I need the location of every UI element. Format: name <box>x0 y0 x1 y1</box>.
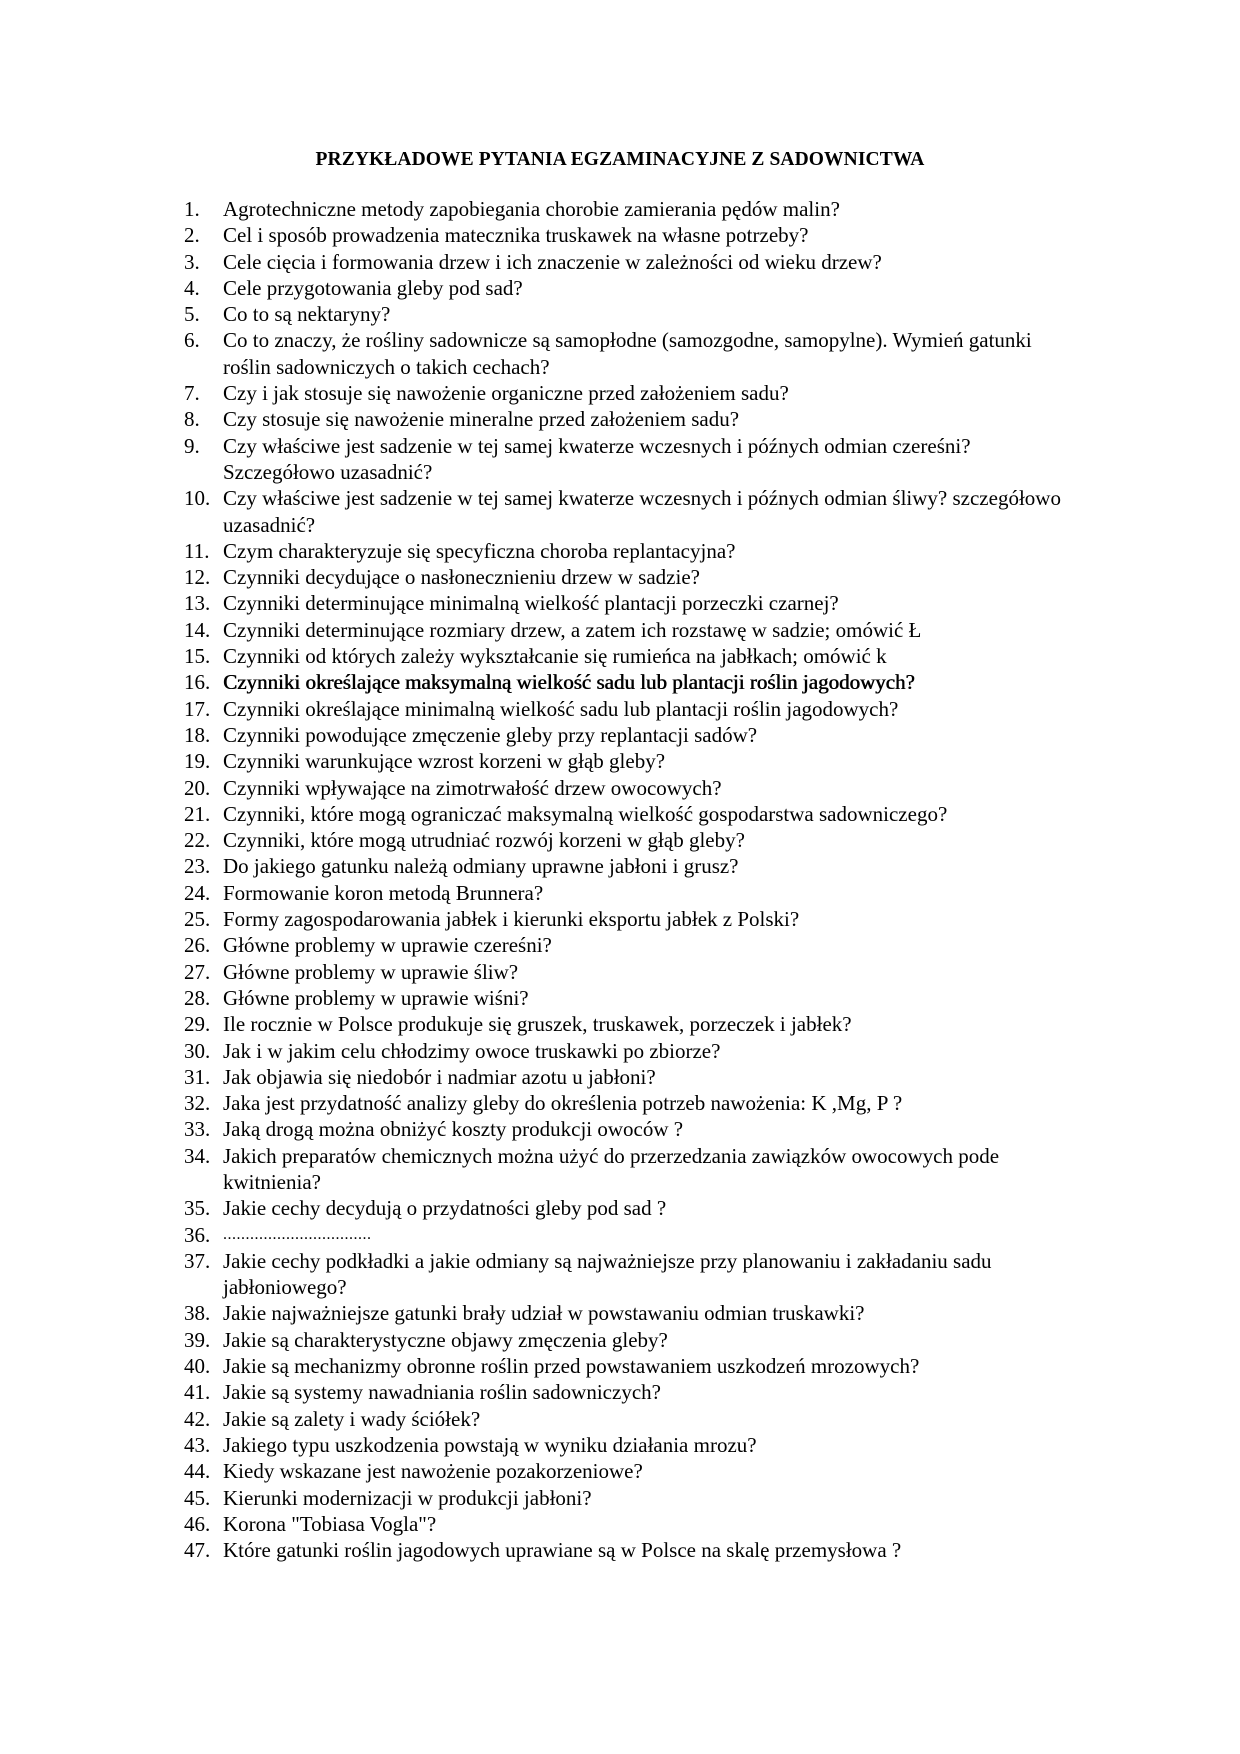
question-number: 16. <box>184 670 211 695</box>
question-text: Główne problemy w uprawie czereśni? <box>223 933 552 958</box>
question-text: ................................. <box>223 1225 372 1243</box>
question-number: 44. <box>184 1459 211 1484</box>
question-item <box>184 1143 1084 1196</box>
question-number: 22. <box>184 828 211 853</box>
question-item <box>184 696 1084 722</box>
question-text: Czynniki determinujące minimalną wielkość plantacji porzeczki czarnej? <box>223 591 839 616</box>
question-text: Czynniki warunkujące wzrost korzeni w głąb gleby? <box>223 749 666 774</box>
question-text: Jakie są mechanizmy obronne roślin przed powstawaniem uszkodzeń mrozowych? <box>223 1354 920 1379</box>
question-text: Czynniki wpływające na zimotrwałość drzew owocowych? <box>223 775 722 800</box>
question-item <box>184 1195 1084 1221</box>
question-item <box>184 1406 1084 1432</box>
question-number: 36. <box>184 1222 211 1247</box>
question-number: 42. <box>184 1406 211 1431</box>
question-text: Czy właściwe jest sadzenie w tej samej kwaterze wczesnych i późnych odmian śliwy? szczegółowo uzasadnić? <box>223 486 1061 537</box>
question-text: Jakie cechy podkładki a jakie odmiany są najważniejsze przy planowaniu i zakładaniu sadu jabłoniowego? <box>223 1248 992 1300</box>
question-text: Czy właściwe jest sadzenie w tej samej kwaterze wczesnych i późnych odmian czereśni? Szczegółowo uzasadnić? <box>223 433 971 484</box>
question-text: Co to są nektaryny? <box>223 302 391 327</box>
question-text: Jaką drogą można obniżyć koszty produkcji owoców ? <box>223 1117 684 1142</box>
question-item <box>184 853 1084 879</box>
question-number: 28. <box>184 985 211 1010</box>
question-item <box>184 722 1084 748</box>
question-number: 3. <box>184 249 200 274</box>
question-item <box>184 249 1084 275</box>
question-item <box>184 932 1084 958</box>
question-number: 35. <box>184 1196 211 1221</box>
question-item <box>184 406 1084 432</box>
question-text: Co to znaczy, że rośliny sadownicze są samopłodne (samozgodne, samopylne). Wymień gatunki roślin sadowniczych o takich cechach? <box>223 328 1032 379</box>
question-item <box>184 1537 1084 1563</box>
question-number: 20. <box>184 775 211 800</box>
question-item <box>184 327 1084 380</box>
question-text: Główne problemy w uprawie wiśni? <box>223 985 529 1010</box>
question-list <box>184 196 1084 1563</box>
question-number: 18. <box>184 722 211 747</box>
question-item <box>184 1511 1084 1537</box>
question-text: Czynniki powodujące zmęczenie gleby przy replantacji sadów? <box>223 722 758 747</box>
question-number: 30. <box>184 1038 211 1063</box>
question-item <box>184 538 1084 564</box>
question-number: 37. <box>184 1248 211 1273</box>
question-item <box>184 564 1084 590</box>
question-text: Jakie są systemy nawadniania roślin sadowniczych? <box>223 1380 661 1405</box>
question-text: Kiedy wskazane jest nawożenie pozakorzeniowe? <box>223 1459 643 1484</box>
question-number: 47. <box>184 1538 211 1563</box>
question-item <box>184 1353 1084 1379</box>
question-item <box>184 1485 1084 1511</box>
question-item <box>184 1064 1084 1090</box>
question-number: 33. <box>184 1117 211 1142</box>
question-number: 39. <box>184 1327 211 1352</box>
question-number: 40. <box>184 1354 211 1379</box>
question-text: Jakie są charakterystyczne objawy zmęczenia gleby? <box>223 1327 668 1352</box>
question-number: 13. <box>184 591 211 616</box>
question-item <box>184 433 1084 486</box>
question-text: Kierunki modernizacji w produkcji jabłoni? <box>223 1485 592 1510</box>
question-number: 26. <box>184 933 211 958</box>
question-number: 41. <box>184 1380 211 1405</box>
question-number: 5. <box>184 302 200 327</box>
question-text: Główne problemy w uprawie śliw? <box>223 959 519 984</box>
question-item <box>184 1248 1084 1301</box>
question-item <box>184 959 1084 985</box>
question-number: 9. <box>184 433 200 458</box>
question-item <box>184 775 1084 801</box>
question-text: Cel i sposób prowadzenia matecznika truskawek na własne potrzeby? <box>223 223 809 248</box>
question-item <box>184 880 1084 906</box>
question-item <box>184 801 1084 827</box>
question-item <box>184 1116 1084 1142</box>
question-number: 38. <box>184 1301 211 1326</box>
question-item <box>184 301 1084 327</box>
question-number: 45. <box>184 1485 211 1510</box>
question-number: 1. <box>184 197 200 221</box>
question-text: Czym charakteryzuje się specyficzna choroba replantacyjna? <box>223 538 736 563</box>
question-number: 2. <box>184 223 200 248</box>
question-item <box>184 1379 1084 1405</box>
question-number: 24. <box>184 880 211 905</box>
question-text: Które gatunki roślin jagodowych uprawiane są w Polsce na skalę przemysłowa ? <box>223 1538 902 1563</box>
question-number: 25. <box>184 907 211 932</box>
question-item <box>184 222 1084 248</box>
question-text: Czynniki determinujące rozmiary drzew, a zatem ich rozstawę w sadzie; omówić Ł <box>223 617 922 642</box>
question-text: Ile rocznie w Polsce produkuje się gruszek, truskawek, porzeczek i jabłek? <box>223 1012 852 1037</box>
question-item <box>184 1327 1084 1353</box>
question-number: 19. <box>184 749 211 774</box>
question-item <box>184 827 1084 853</box>
question-item <box>184 380 1084 406</box>
question-number: 29. <box>184 1012 211 1037</box>
question-text: Czynniki decydujące o nasłonecznieniu drzew w sadzie? <box>223 565 700 590</box>
question-text: Czynniki, które mogą utrudniać rozwój korzeni w głąb gleby? <box>223 828 745 853</box>
question-item <box>184 643 1084 669</box>
question-item <box>184 906 1084 932</box>
question-text: Formowanie koron metodą Brunnera? <box>223 880 544 905</box>
question-text: Korona "Tobiasa Vogla"? <box>223 1511 437 1536</box>
question-item <box>184 985 1084 1011</box>
question-item <box>184 1038 1084 1064</box>
question-number: 43. <box>184 1432 211 1457</box>
question-number: 10. <box>184 486 211 511</box>
question-item <box>184 1011 1084 1037</box>
question-text: Czynniki, które mogą ograniczać maksymalną wielkość gospodarstwa sadowniczego? <box>223 801 948 826</box>
question-number: 14. <box>184 617 211 642</box>
question-number: 17. <box>184 696 211 721</box>
question-number: 6. <box>184 328 200 353</box>
question-item <box>184 1222 1084 1248</box>
question-item <box>184 196 1084 222</box>
question-text: Cele przygotowania gleby pod sad? <box>223 275 523 300</box>
question-text: Jak i w jakim celu chłodzimy owoce truskawki po zbiorze? <box>223 1038 721 1063</box>
question-number: 32. <box>184 1091 211 1116</box>
question-number: 15. <box>184 644 211 669</box>
question-text: Do jakiego gatunku należą odmiany uprawne jabłoni i grusz? <box>223 854 739 879</box>
question-text: Cele cięcia i formowania drzew i ich znaczenie w zależności od wieku drzew? <box>223 249 882 274</box>
page-title: PRZYKŁADOWE PYTANIA EGZAMINACYJNE Z SADOWNICTWA <box>315 149 925 170</box>
question-number: 21. <box>184 801 211 826</box>
question-text: Jakie są zalety i wady ściółek? <box>223 1406 481 1431</box>
question-number: 34. <box>184 1143 211 1168</box>
question-number: 23. <box>184 854 211 879</box>
question-text: Jakich preparatów chemicznych można użyć do przerzedzania zawiązków owocowych pode kwitnienia? <box>223 1143 1000 1194</box>
question-text: Czynniki od których zależy wykształcanie się rumieńca na jabłkach; omówić k <box>223 644 887 669</box>
question-number: 4. <box>184 275 200 300</box>
question-text: Jak objawia się niedobór i nadmiar azotu u jabłoni? <box>223 1064 656 1089</box>
question-text: Formy zagospodarowania jabłek i kierunki eksportu jabłek z Polski? <box>223 907 800 932</box>
question-text: Czynniki określające minimalną wielkość sadu lub plantacji roślin jagodowych? <box>223 696 899 721</box>
question-item <box>184 1300 1084 1326</box>
question-number: 27. <box>184 959 211 984</box>
question-item <box>184 617 1084 643</box>
question-number: 46. <box>184 1511 211 1536</box>
question-text: Jaka jest przydatność analizy gleby do określenia potrzeb nawożenia: K ,Mg, P ? <box>223 1091 903 1116</box>
question-item <box>184 275 1084 301</box>
question-number: 31. <box>184 1064 211 1089</box>
question-text: Czynniki określające maksymalną wielkość sadu lub plantacji roślin jagodowych? <box>223 670 915 695</box>
question-number: 12. <box>184 565 211 590</box>
question-number: 11. <box>184 538 210 563</box>
question-item <box>184 1432 1084 1458</box>
question-text: Jakie najważniejsze gatunki brały udział w powstawaniu odmian truskawki? <box>223 1301 865 1326</box>
question-text: Czy stosuje się nawożenie mineralne przed założeniem sadu? <box>223 407 740 432</box>
question-item <box>184 1090 1084 1116</box>
question-text: Jakiego typu uszkodzenia powstają w wyniku działania mrozu? <box>223 1432 757 1457</box>
question-item <box>184 669 1084 695</box>
question-item <box>184 590 1084 616</box>
question-text: Agrotechniczne metody zapobiegania chorobie zamierania pędów malin? <box>223 197 840 221</box>
question-item <box>184 748 1084 774</box>
question-text: Czy i jak stosuje się nawożenie organiczne przed założeniem sadu? <box>223 381 789 406</box>
question-text: Jakie cechy decydują o przydatności gleby pod sad ? <box>223 1196 667 1221</box>
question-number: 8. <box>184 407 200 432</box>
question-item <box>184 1458 1084 1484</box>
question-item <box>184 485 1084 538</box>
question-number: 7. <box>184 381 200 406</box>
